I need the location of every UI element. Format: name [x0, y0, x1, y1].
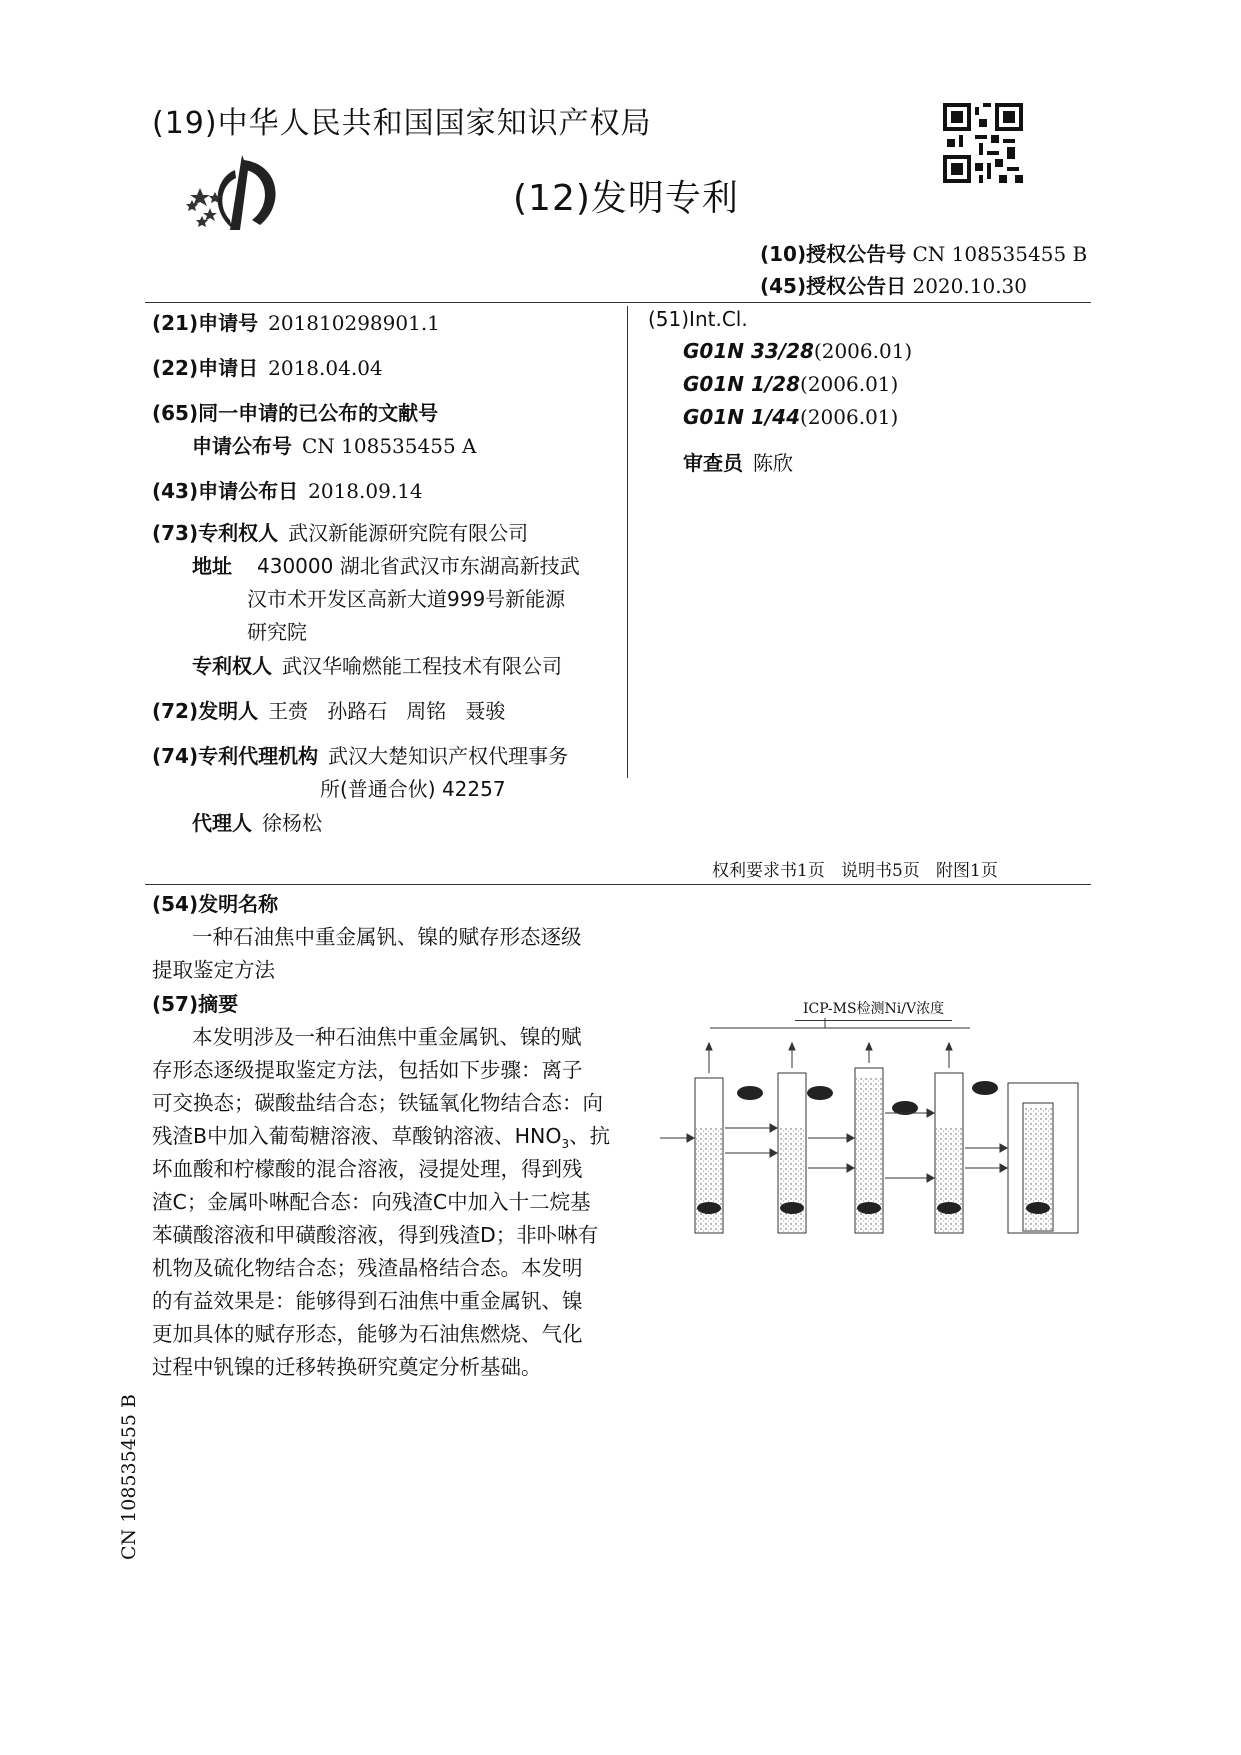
publication-date: (43)申请公布日 2018.09.14: [152, 479, 423, 503]
inventors: (72)发明人 王赍 孙路石 周铭 聂骏: [152, 699, 506, 723]
address-label: 地址: [192, 554, 232, 578]
ipc-code-3: G01N 1/44(2006.01): [683, 405, 899, 429]
extraction-process-figure: [640, 1018, 1080, 1238]
test-tube-4: [935, 1073, 963, 1233]
application-number: (21)申请号 201810298901.1: [152, 311, 440, 335]
address-line-3: 研究院: [247, 620, 307, 644]
column-divider: [627, 306, 628, 778]
figure-icpms-label: ICP-MS检测Ni/V浓度: [795, 998, 952, 1021]
agent: 代理人 徐杨松: [192, 811, 322, 835]
application-date: (22)申请日 2018.04.04: [152, 356, 383, 380]
page-counts: 权利要求书1页 说明书5页 附图1页: [712, 861, 998, 881]
test-tube-5: [1008, 1083, 1078, 1233]
invention-title-line-2: 提取鉴定方法: [152, 958, 275, 982]
abstract-line: 的有益效果是：能够得到石油焦中重金属钒、镍: [152, 1289, 583, 1313]
document-type: (12)发明专利: [513, 178, 739, 219]
abstract-line: 存形态逐级提取鉴定方法，包括如下步骤：离子: [152, 1058, 583, 1082]
qr-code-icon: [943, 103, 1023, 183]
address-line-1: 430000 湖北省武汉市东湖高新技武: [257, 554, 580, 578]
abstract-line: 过程中钒镍的迁移转换研究奠定分析基础。: [152, 1355, 542, 1379]
int-cl-label: (51)Int.Cl.: [648, 307, 748, 331]
test-tube-1: [695, 1078, 723, 1233]
cnipa-logo-icon: [180, 150, 290, 240]
agency-line-2: 所(普通合伙) 42257: [320, 777, 506, 801]
patentee: (73)专利权人 武汉新能源研究院有限公司: [152, 521, 529, 545]
examiner: 审查员 陈欣: [683, 451, 793, 475]
prior-publication-heading: (65)同一申请的已公布的文献号: [152, 401, 439, 425]
abstract-line: 残渣B中加入葡萄糖溶液、草酸钠溶液、$HNO_3$、抗: [152, 1124, 611, 1152]
ipc-code-1: G01N 33/28(2006.01): [683, 339, 913, 363]
office-name: (19)中华人民共和国国家知识产权局: [152, 106, 652, 141]
grant-date: 2020.10.30: [912, 274, 1027, 298]
grant-date-row: [760, 270, 1027, 299]
sidebar-publication-number: CN 108535455 B: [118, 1394, 140, 1560]
title-heading: (54)发明名称: [152, 892, 279, 916]
abstract-line: 坏血酸和柠檬酸的混合溶液，浸提处理，得到残: [152, 1157, 583, 1181]
grant-date-label: (45)授权公告日: [760, 274, 907, 298]
invention-title-line-1: 一种石油焦中重金属钒、镍的赋存形态逐级: [192, 925, 582, 949]
agency: (74)专利代理机构 武汉大楚知识产权代理事务: [152, 744, 569, 768]
address-line-2: 汉市术开发区高新大道999号新能源: [247, 587, 566, 611]
publication-number: 申请公布号 CN 108535455 A: [192, 434, 477, 458]
patentee-2: 专利权人 武汉华喻燃能工程技术有限公司: [192, 654, 562, 678]
header-rule: [145, 302, 1091, 303]
grant-number-row: [760, 238, 1087, 267]
test-tube-3: [855, 1068, 883, 1233]
abstract-line: 本发明涉及一种石油焦中重金属钒、镍的赋: [192, 1025, 582, 1049]
abstract-heading: (57)摘要: [152, 992, 239, 1016]
abstract-line: 可交换态；碳酸盐结合态；铁锰氧化物结合态：向: [152, 1091, 603, 1115]
abstract-line: 更加具体的赋存形态，能够为石油焦燃烧、气化: [152, 1322, 583, 1346]
ipc-code-2: G01N 1/28(2006.01): [683, 372, 899, 396]
grant-number-label: (10)授权公告号: [760, 242, 907, 266]
abstract-line: 苯磺酸溶液和甲磺酸溶液，得到残渣D；非卟啉有: [152, 1223, 599, 1247]
abstract-line: 机物及硫化物结合态；残渣晶格结合态。本发明: [152, 1256, 583, 1280]
middle-rule: [145, 884, 1091, 885]
test-tube-2: [778, 1073, 806, 1233]
grant-number: CN 108535455 B: [912, 242, 1088, 266]
abstract-line: 渣C；金属卟啉配合态：向残渣C中加入十二烷基: [152, 1190, 591, 1214]
